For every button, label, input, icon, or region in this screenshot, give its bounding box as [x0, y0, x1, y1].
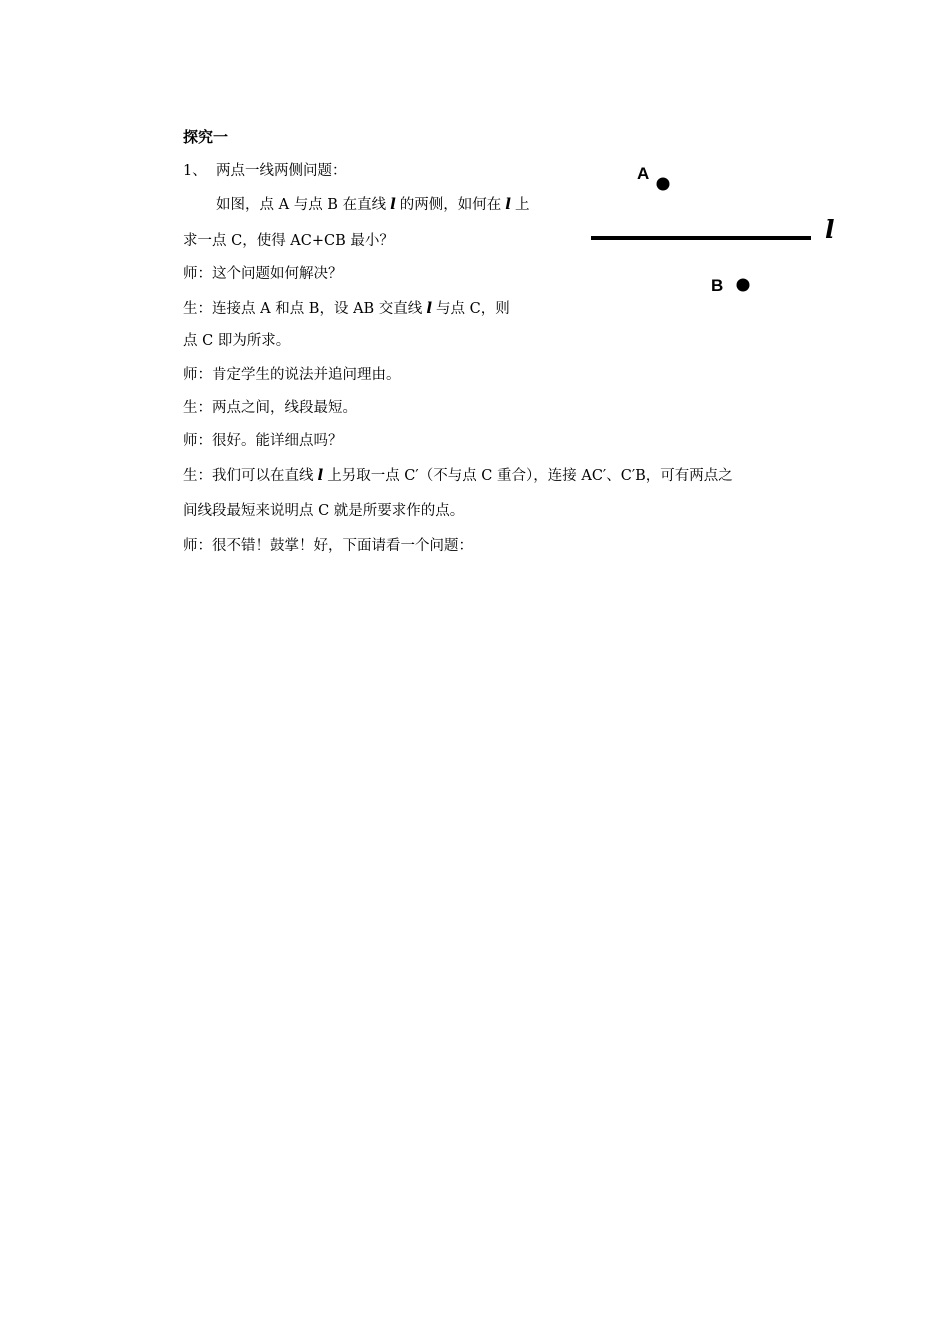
student-text-part-2: 与点 C，则: [436, 301, 510, 317]
student-line-3: [183, 465, 733, 486]
section-heading: 探究一: [183, 128, 229, 146]
problem-text-part-3: 上: [514, 197, 530, 213]
line-variable: l: [317, 466, 324, 484]
geometry-figure: [580, 150, 850, 310]
student-line-1-continued: 点 C 即为所求。: [183, 333, 291, 349]
point-b-dot: [737, 279, 750, 292]
point-a-label: A: [637, 164, 650, 183]
problem-statement-line-2: 求一点 C，使得 AC+CB 最小？: [183, 233, 394, 249]
problem-text-part-2: 的两侧，如何在: [399, 197, 502, 213]
teacher-line-3: 师：很好。能详细点吗？: [183, 433, 343, 449]
student-line-1: [183, 298, 510, 319]
problem-title-line: [183, 161, 347, 181]
student-text-part-2: 上另取一点 C′（不与点 C 重合），连接 AC′、C′B，可有两点之: [327, 468, 733, 484]
student-text-part-1: 生：连接点 A 和点 B，设 AB 交直线: [183, 301, 423, 317]
point-a-dot: [657, 178, 670, 191]
problem-text-part-1: 如图，点 A 与点 B 在直线: [216, 197, 387, 213]
line-variable: l: [390, 195, 396, 213]
figure-svg: [580, 150, 850, 310]
problem-title: 两点一线两侧问题：: [216, 163, 347, 179]
line-variable: l: [426, 299, 433, 317]
student-line-2: 生：两点之间，线段最短。: [183, 400, 357, 416]
teacher-line-4: 师：很不错！鼓掌！好，下面请看一个问题：: [183, 538, 473, 554]
line-variable: l: [505, 195, 511, 213]
student-text-part-1: 生：我们可以在直线: [183, 468, 314, 484]
problem-statement-line-1: [216, 194, 529, 215]
teacher-line-2: 师：肯定学生的说法并追问理由。: [183, 367, 401, 383]
point-b-label: B: [711, 276, 724, 295]
line-l-label: l: [825, 215, 835, 244]
student-line-3-continued: 间线段最短来说明点 C 就是所要求作的点。: [183, 503, 465, 519]
teacher-line-1: 师：这个问题如何解决？: [183, 266, 343, 282]
problem-number: 1、: [183, 163, 207, 179]
